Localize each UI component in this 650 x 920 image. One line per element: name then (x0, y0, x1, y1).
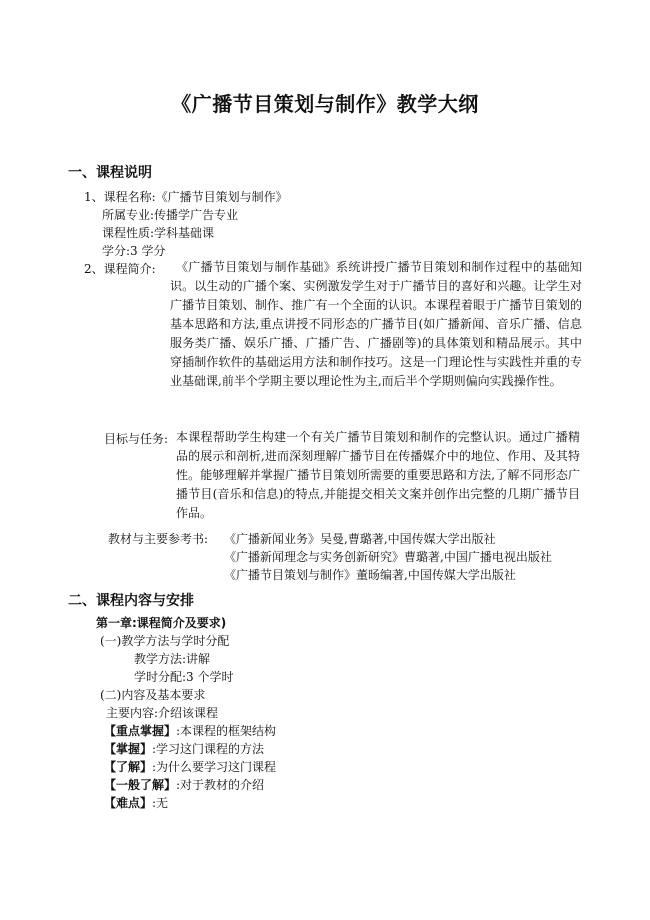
requirement-tag: 【一般了解】 (104, 778, 177, 792)
book-item: 《广播新闻理念与实务创新研究》曹璐著,中国广播电视出版社 (224, 550, 552, 564)
course-intro-label: 2、课程简介: (84, 262, 156, 276)
requirement-tag: 【掌握】 (104, 742, 153, 756)
teaching-method: 教学方法:讲解 (134, 652, 211, 666)
book-item: 《广播新闻业务》吴曼,曹璐著,中国传媒大学出版社 (224, 532, 496, 546)
requirement-item (104, 758, 276, 775)
course-credits: 学分:3 学分 (102, 244, 166, 258)
section-heading-course-description: 一、课程说明 (68, 165, 152, 181)
requirement-text: :本课程的框架结构 (176, 724, 277, 738)
teaching-hours: 学时分配:3 个学时 (134, 670, 234, 684)
requirement-item (104, 740, 264, 757)
subsection-content-requirements: (二)内容及基本要求 (100, 688, 206, 702)
course-intro-text: 《广播节目策划与制作基础》系统讲授广播节目策划和制作过程中的基础知识。以生动的广播个案、实例激发学生对于广播节目的喜好和兴趣。让学生对广播节目策划、制作、推广有一个全面的认识。本课程着眼于广播节目策划的基本思路和方法,重点讲授不同形态的广播节目(如广播新闻、音乐广播、信息服务类广播、娱乐广播、广播广告、广播剧等)的具体策划和精品展示。其中穿插制作软件的基础运用方法和制作技巧。这是一门理论性与实践性并重的专业基础课,前半个学期主要以理论性为主,而后半个学期则偏向实践操作性。 (170, 260, 582, 388)
book-item: 《广播节目策划与制作》董旸编著,中国传媒大学出版社 (224, 568, 516, 582)
subsection-teaching-method: (一)教学方法与学时分配 (100, 634, 230, 648)
books-label: 教材与主要参考书: (108, 532, 209, 546)
requirement-tag: 【重点掌握】 (104, 724, 177, 738)
document-title: 《广播节目策划与制作》教学大纲 (171, 92, 479, 116)
requirement-text: :无 (152, 796, 169, 810)
requirement-tag: 【难点】 (104, 796, 153, 810)
requirement-text: :对于教材的介绍 (176, 778, 265, 792)
goal-text: 本课程帮助学生构建一个有关广播节目策划和制作的完整认识。通过广播精品的展示和剖析,进而深刻理解广播节目在传播媒介中的地位、作用、及其特性。能够理解并掌握广播节目策划所需要的重要思路和方法,了解不同形态广播节目(音乐和信息)的特点,并能提交相关文案并创作出完整的几期广播节目作品。 (176, 430, 580, 520)
requirement-text: :为什么要学习这门课程 (152, 760, 277, 774)
main-content: 主要内容:介绍该课程 (106, 706, 219, 720)
chapter-title: 第一章:课程简介及要求) (96, 616, 227, 630)
course-nature: 课程性质:学科基础课 (102, 226, 215, 240)
course-major: 所属专业:传播学广告专业 (102, 208, 239, 222)
requirement-text: :学习这门课程的方法 (152, 742, 265, 756)
requirement-item (104, 722, 276, 739)
requirement-item (104, 794, 168, 811)
requirement-item (104, 776, 264, 793)
course-name: 1、课程名称:《广播节目策划与制作》 (84, 190, 288, 204)
requirement-tag: 【了解】 (104, 760, 153, 774)
goal-label: 目标与任务: (104, 432, 169, 446)
section-heading-course-content: 二、课程内容与安排 (68, 593, 194, 609)
